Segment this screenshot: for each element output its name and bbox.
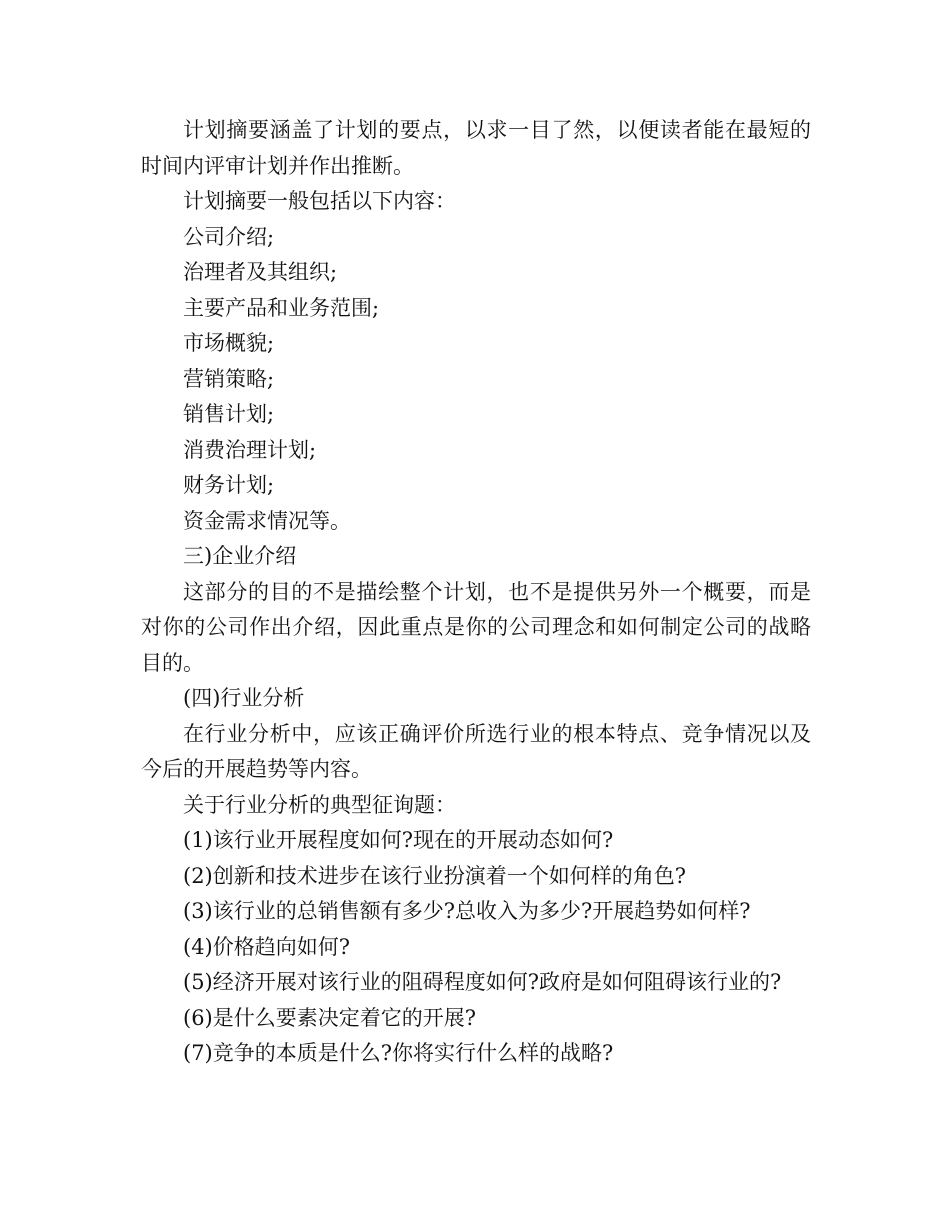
section-heading-company: 三)企业介绍 — [183, 544, 297, 568]
paragraph-company-intro: 这部分的目的不是描绘整个计划，也不是提供另外一个概要，而是对你的公司作出介绍，因此重点是你的公司理念和如何制定公司的战略目的。 — [141, 579, 811, 675]
question-1: (1)该行业开展程度如何?现在的开展动态如何? — [183, 828, 614, 852]
paragraph-summary-contents: 计划摘要一般包括以下内容： — [183, 189, 456, 213]
question-6: (6)是什么要素决定着它的开展? — [183, 1005, 477, 1030]
question-7: (7)竞争的本质是什么?你将实行什么样的战略? — [183, 1041, 614, 1065]
list-item-market: 市场概貌; — [183, 331, 275, 355]
paragraph-industry-questions: 关于行业分析的典型征询题： — [183, 792, 456, 817]
list-item-company-intro: 公司介绍; — [183, 224, 275, 249]
paragraph-summary-intro: 计划摘要涵盖了计划的要点，以求一目了然，以便读者能在最短的时间内评审计划并作出推断。 — [141, 118, 811, 178]
question-2: (2)创新和技术进步在该行业扮演着一个如何样的角色? — [183, 863, 687, 888]
list-item-finance-plan: 财务计划; — [183, 473, 275, 497]
paragraph-industry-analysis: 在行业分析中，应该正确评价所选行业的根本特点、竞争情况以及今后的开展趋势等内容。 — [141, 721, 811, 781]
list-item-funding: 资金需求情况等。 — [183, 508, 351, 533]
question-5: (5)经济开展对该行业的阻碍程度如何?政府是如何阻碍该行业的? — [183, 970, 782, 994]
list-item-marketing: 营销策略; — [183, 366, 275, 391]
section-heading-industry: (四)行业分析 — [183, 686, 305, 710]
list-item-management: 治理者及其组织; — [183, 260, 338, 284]
list-item-consumption-plan: 消费治理计划; — [183, 437, 317, 462]
document-body — [141, 113, 811, 1072]
list-item-sales-plan: 销售计划; — [183, 402, 275, 426]
list-item-products: 主要产品和业务范围; — [183, 295, 380, 320]
question-4: (4)价格趋向如何? — [183, 934, 351, 959]
question-3: (3)该行业的总销售额有多少?总收入为多少?开展趋势如何样? — [183, 899, 751, 923]
